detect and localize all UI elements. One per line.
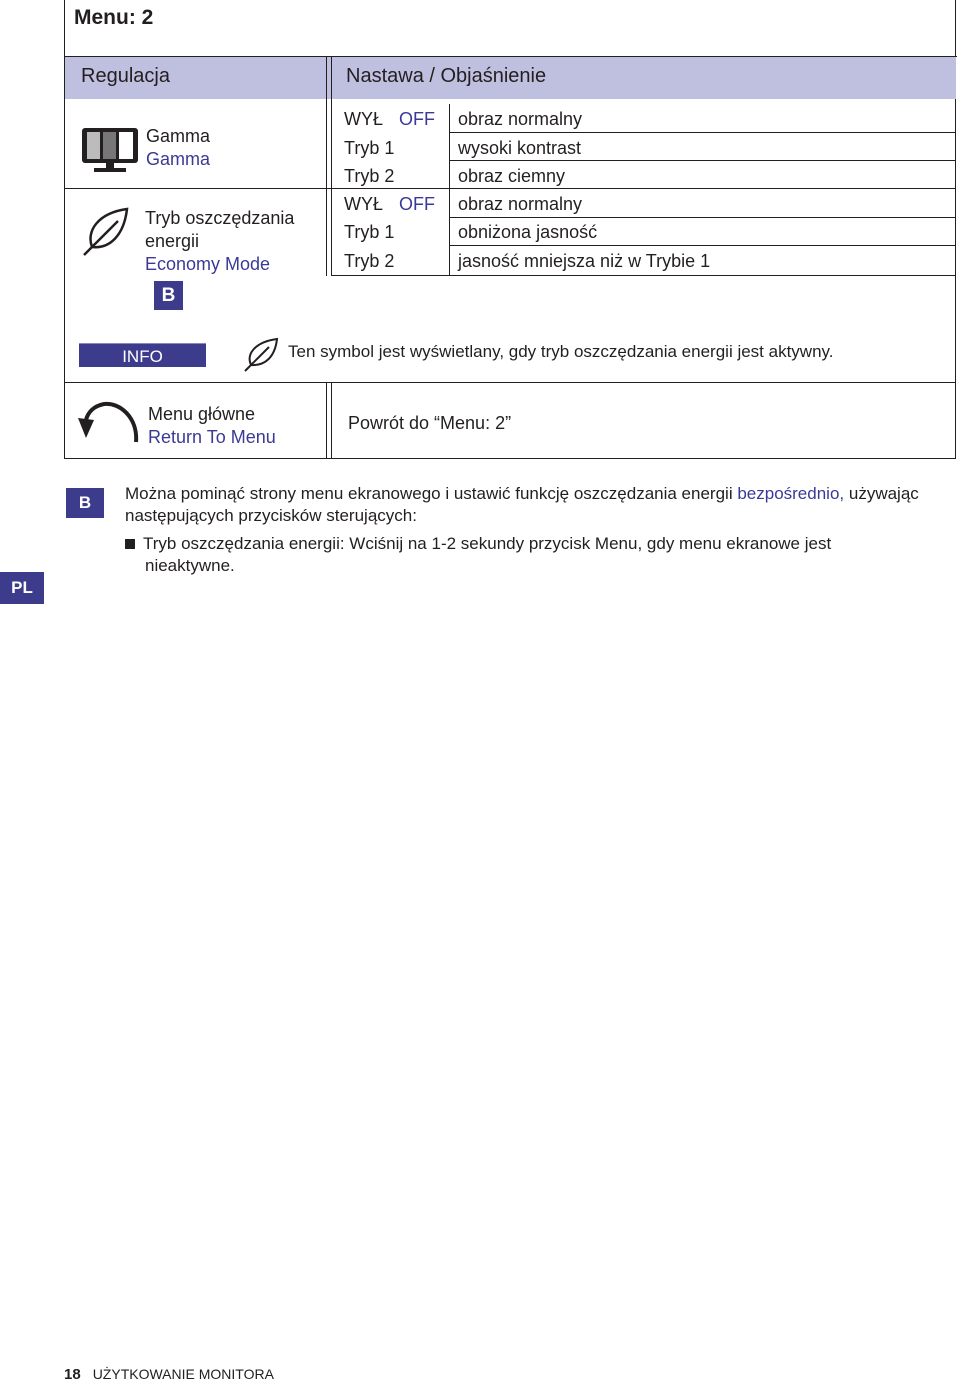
note-badge: B — [66, 488, 104, 518]
return-row-divider — [65, 382, 956, 383]
economy-desc-1: obniżona jasność — [458, 222, 598, 242]
gamma-desc-0: obraz normalny — [458, 109, 583, 129]
section-divider — [65, 188, 956, 189]
economy-setting-1: Tryb 1 — [344, 222, 395, 242]
menu-title: Menu: 2 — [74, 6, 154, 29]
return-arrow-icon — [78, 398, 142, 448]
info-text: Ten symbol jest wyświetlany, gdy tryb oszczędzania energii jest aktywny. — [288, 342, 834, 361]
note-text-b: bezpośrednio, — [737, 484, 845, 503]
setting-desc-separator — [449, 104, 450, 276]
economy-title-line2: energii — [145, 231, 200, 251]
language-tab: PL — [0, 572, 44, 604]
gamma-setting-2: Tryb 2 — [344, 166, 395, 186]
gamma-setting-0: WYŁ — [344, 109, 384, 129]
return-title-en: Return To Menu — [148, 427, 276, 447]
note-text-a: Można pominąć strony menu ekranowego i ustawić funkcję oszczędzania energii — [125, 484, 738, 503]
return-column-separator — [326, 382, 332, 459]
header-adjustment: Regulacja — [81, 65, 170, 87]
economy-title-line1: Tryb oszczędzania — [145, 208, 295, 228]
footer-section: UŻYTKOWANIE MONITORA — [92, 1366, 274, 1382]
economy-setting-2: Tryb 2 — [344, 251, 395, 271]
economy-setting-en-0: OFF — [399, 194, 436, 214]
gamma-desc-2: obraz ciemny — [458, 166, 566, 186]
economy-desc-2: jasność mniejsza niż w Trybie 1 — [458, 251, 711, 271]
economy-desc-0: obraz normalny — [458, 194, 583, 214]
return-desc: Powrót do “Menu: 2” — [348, 413, 512, 433]
header-separator — [326, 57, 332, 99]
note-bullet-line2: nieaktywne. — [145, 556, 235, 575]
economy-title-en: Economy Mode — [145, 254, 271, 274]
gamma-setting-en-0: OFF — [399, 109, 436, 129]
page-number: 18 — [64, 1366, 81, 1383]
gamma-title-en: Gamma — [146, 149, 211, 169]
return-title: Menu główne — [148, 404, 256, 424]
gamma-setting-1: Tryb 1 — [344, 138, 395, 158]
leaf-small-icon — [243, 336, 281, 372]
bullet-icon — [125, 539, 135, 549]
note-bullet-line1: Tryb oszczędzania energii: Wciśnij na 1-2 sekundy przycisk Menu, gdy menu ekranowe jest — [143, 534, 832, 553]
gamma-title: Gamma — [146, 126, 211, 146]
note-paragraph — [125, 483, 955, 505]
note-bullet-item — [125, 533, 831, 555]
header-setting: Nastawa / Objaśnienie — [346, 65, 547, 87]
gamma-desc-1: wysoki kontrast — [458, 138, 582, 158]
note-text-c: używając — [844, 484, 919, 503]
note-line2: następujących przycisków sterujących: — [125, 506, 417, 525]
economy-badge: B — [154, 281, 183, 310]
gamma-icon — [81, 126, 139, 174]
info-badge: INFO — [79, 343, 206, 367]
page-footer — [64, 1366, 274, 1383]
economy-setting-0: WYŁ — [344, 194, 384, 214]
leaf-icon — [82, 205, 132, 257]
